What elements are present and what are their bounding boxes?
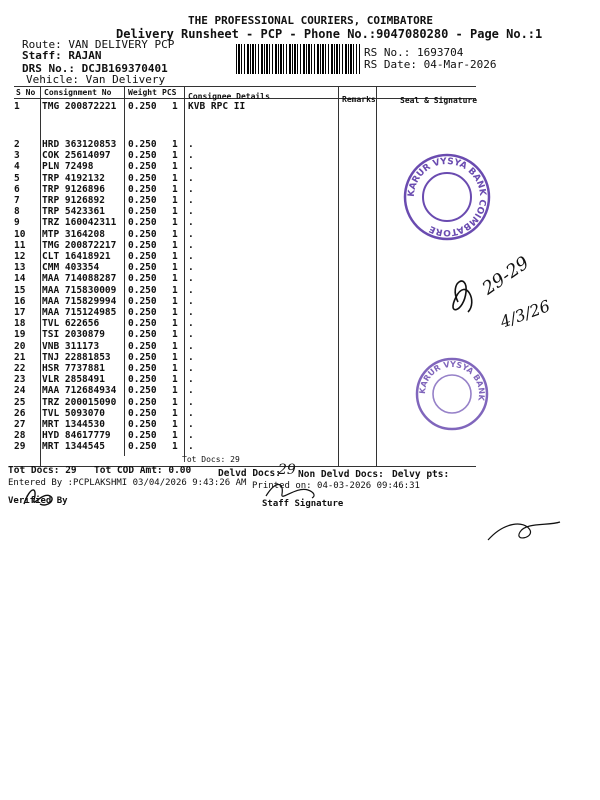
row-sno: 25 (14, 396, 26, 408)
table-row (0, 139, 600, 150)
row-sno: 4 (14, 161, 20, 173)
table-row (0, 161, 600, 172)
row-sno: 24 (14, 385, 26, 397)
drs-number: DRS No.: DCJB169370401 (22, 62, 168, 75)
row-consignment-no: HSR 7737881 (42, 363, 105, 374)
footer-verified-by: Verified By (8, 496, 68, 506)
row-consignment-no: TRZ 160042311 (42, 217, 117, 229)
row-weight: 0.250 (128, 195, 157, 206)
row-consignee-details: . (188, 150, 194, 162)
row-consignment-no: CMM 403354 (42, 262, 100, 274)
row-consignee-details: . (188, 273, 194, 285)
table-row (0, 150, 600, 161)
row-consignee-details: . (188, 419, 194, 430)
row-consignee-details: . (188, 161, 194, 173)
footer-delvd-docs-handwritten: 29 (278, 462, 296, 478)
row-weight: 0.250 (128, 284, 157, 296)
row-sno: 7 (14, 195, 20, 206)
row-consignee-details: . (188, 340, 194, 352)
row-consignee-details: . (188, 351, 194, 363)
row-pcs: 1 (172, 161, 178, 173)
row-sno: 9 (14, 217, 20, 229)
row-consignment-no: HRD 363120853 (42, 139, 117, 150)
row-consignment-no: MAA 715829994 (42, 295, 117, 307)
row-pcs: 1 (172, 228, 178, 240)
row-sno: 13 (14, 262, 26, 274)
table-row (0, 217, 600, 228)
row-sno: 1 (14, 101, 20, 112)
row-sno: 17 (14, 307, 26, 318)
row-consignee-details: . (188, 284, 194, 296)
row-consignment-no: TRP 4192132 (42, 172, 105, 184)
row-pcs: 1 (172, 195, 178, 206)
row-weight: 0.250 (128, 150, 157, 162)
row-weight: 0.250 (128, 217, 157, 229)
row-pcs: 1 (172, 284, 178, 296)
row-consignee-details: . (188, 206, 194, 218)
row-consignment-no: VLR 2858491 (42, 374, 105, 386)
footer-tot-docs: Tot Docs: 29 (8, 465, 77, 476)
runsheet-title: Delivery Runsheet - PCP - Phone No.:9047080280 - Page No.:1 (116, 27, 543, 41)
row-pcs: 1 (172, 407, 178, 419)
row-weight: 0.250 (128, 318, 157, 330)
row-pcs: 1 (172, 139, 178, 150)
stamp2-text: KARUR VYSYA BANK (417, 359, 487, 402)
table-row (0, 101, 600, 112)
row-weight: 0.250 (128, 228, 157, 240)
row-consignment-no: MAA 714088287 (42, 273, 117, 285)
footer-delvd-docs: Delvd Docs: (218, 468, 281, 479)
row-sno: 6 (14, 183, 20, 195)
row-pcs: 1 (172, 183, 178, 195)
table-row (0, 430, 600, 441)
row-weight: 0.250 (128, 385, 157, 397)
row-weight: 0.250 (128, 374, 157, 386)
row-consignment-no: COK 25614097 (42, 150, 111, 162)
row-consignment-no: VNB 311173 (42, 340, 100, 352)
row-sno: 10 (14, 228, 26, 240)
row-consignee-details: . (188, 228, 194, 240)
row-sno: 18 (14, 318, 26, 330)
row-sno: 19 (14, 329, 26, 341)
row-consignee-details: . (188, 139, 194, 150)
row-sno: 3 (14, 150, 20, 162)
row-pcs: 1 (172, 374, 178, 386)
stamp1-text: KARUR VYSYA BANK COIMBATORE (406, 156, 488, 238)
bank-stamp-2-icon (412, 355, 492, 433)
table-row (0, 374, 600, 385)
row-consignee-details: . (188, 430, 194, 442)
row-sno: 22 (14, 363, 26, 374)
row-consignee-details: . (188, 385, 194, 397)
col-header-remarks: Remarks (342, 95, 376, 104)
row-weight: 0.250 (128, 307, 157, 318)
table-bottom-border (14, 466, 476, 467)
row-weight: 0.250 (128, 329, 157, 341)
row-sno: 8 (14, 206, 20, 218)
row-sno: 28 (14, 430, 26, 442)
table-row (0, 385, 600, 396)
row-pcs: 1 (172, 441, 178, 453)
row-pcs: 1 (172, 295, 178, 307)
row-consignee-details: . (188, 307, 194, 318)
row-pcs: 1 (172, 419, 178, 430)
table-row (0, 341, 600, 352)
row-weight: 0.250 (128, 172, 157, 184)
row-pcs: 1 (172, 172, 178, 184)
row-weight: 0.250 (128, 407, 157, 419)
row-consignment-no: PLN 72498 (42, 161, 94, 173)
row-pcs: 1 (172, 318, 178, 330)
row-consignment-no: TMG 200872221 (42, 101, 117, 112)
row-consignment-no: TNJ 22881853 (42, 351, 111, 363)
row-weight: 0.250 (128, 363, 157, 374)
row-consignment-no: TRP 5423361 (42, 206, 105, 218)
footer-delvy-pts: Delvy pts: (392, 469, 450, 480)
table-row (0, 441, 600, 452)
col-header-weight: Weight (128, 88, 157, 97)
row-pcs: 1 (172, 239, 178, 251)
row-weight: 0.250 (128, 251, 157, 262)
row-weight: 0.250 (128, 295, 157, 307)
row-sno: 29 (14, 441, 26, 453)
row-weight: 0.250 (128, 340, 157, 352)
row-weight: 0.250 (128, 139, 157, 150)
row-consignee-details: . (188, 396, 194, 408)
row-consignment-no: HYD 84617779 (42, 430, 111, 442)
row-pcs: 1 (172, 273, 178, 285)
table-row (0, 352, 600, 363)
bank-stamp-icon (400, 150, 495, 245)
row-pcs: 1 (172, 150, 178, 162)
row-pcs: 1 (172, 251, 178, 262)
table-row (0, 184, 600, 195)
row-consignee-details: . (188, 407, 194, 419)
route: Route: VAN DELIVERY PCP (22, 38, 175, 51)
company-name: THE PROFESSIONAL COURIERS, COIMBATORE (188, 14, 434, 27)
row-weight: 0.250 (128, 206, 157, 218)
row-pcs: 1 (172, 430, 178, 442)
row-consignee-details: . (188, 374, 194, 386)
row-sno: 16 (14, 295, 26, 307)
col-header-details: Consignee Details (188, 92, 270, 101)
row-sno: 11 (14, 239, 26, 251)
row-sno: 15 (14, 284, 26, 296)
row-weight: 0.250 (128, 396, 157, 408)
row-pcs: 1 (172, 396, 178, 408)
table-total-docs: Tot Docs: 29 (182, 455, 240, 464)
row-sno: 27 (14, 419, 26, 430)
row-weight: 0.250 (128, 430, 157, 442)
row-weight: 0.250 (128, 239, 157, 251)
col-header-consignment: Consignment No (44, 88, 112, 97)
row-sno: 21 (14, 351, 26, 363)
row-consignment-no: TRZ 200015090 (42, 396, 117, 408)
row-consignment-no: TSI 2030879 (42, 329, 105, 341)
row-weight: 0.250 (128, 262, 157, 274)
row-consignment-no: TRP 9126892 (42, 195, 105, 206)
footer-non-delvd: Non Delvd Docs: (298, 469, 384, 480)
rs-number: RS No.: 1693704 (364, 46, 464, 59)
row-sno: 14 (14, 273, 26, 285)
row-pcs: 1 (172, 329, 178, 341)
table-top-border (14, 86, 476, 87)
row-consignee-details: . (188, 441, 194, 453)
row-consignee-details: . (188, 251, 194, 262)
row-pcs: 1 (172, 340, 178, 352)
row-pcs: 1 (172, 363, 178, 374)
signature-handwriting: 29-29 (478, 252, 534, 300)
col-header-seal: Seal & Signature (400, 96, 478, 105)
row-pcs: 1 (172, 351, 178, 363)
row-consignee-details: . (188, 172, 194, 184)
row-consignee-details: . (188, 217, 194, 229)
row-pcs: 1 (172, 307, 178, 318)
row-consignment-no: MRT 1344545 (42, 441, 105, 453)
table-row (0, 173, 600, 184)
col-header-pcs: PCS (162, 88, 177, 97)
row-sno: 12 (14, 251, 26, 262)
row-sno: 26 (14, 407, 26, 419)
row-weight: 0.250 (128, 273, 157, 285)
table-row (0, 419, 600, 430)
row-consignee-details: KVB RPC II (188, 101, 246, 112)
row-weight: 0.250 (128, 441, 157, 453)
row-weight: 0.250 (128, 101, 157, 112)
row-weight: 0.250 (128, 183, 157, 195)
row-weight: 0.250 (128, 419, 157, 430)
row-sno: 20 (14, 340, 26, 352)
row-sno: 5 (14, 172, 20, 184)
table-row (0, 397, 600, 408)
row-consignee-details: . (188, 239, 194, 251)
row-consignment-no: TRP 9126896 (42, 183, 105, 195)
row-consignee-details: . (188, 295, 194, 307)
row-consignment-no: MAA 715830009 (42, 284, 117, 296)
row-pcs: 1 (172, 101, 178, 112)
margin-scribble-icon (484, 516, 564, 546)
table-row (0, 206, 600, 217)
row-consignment-no: TMG 200872217 (42, 239, 117, 251)
row-consignment-no: MAA 715124985 (42, 307, 117, 318)
barcode (236, 44, 360, 74)
vehicle: Vehicle: Van Delivery (26, 73, 166, 86)
footer-printed-on: Printed on: 04-03-2026 09:46:31 (252, 481, 420, 491)
row-consignment-no: TVL 622656 (42, 318, 100, 330)
row-consignment-no: TVL 5093070 (42, 407, 105, 419)
row-pcs: 1 (172, 385, 178, 397)
row-consignment-no: MAA 712684934 (42, 385, 117, 397)
staff: Staff: RAJAN (22, 49, 102, 62)
footer-entered-by: Entered By :PCPLAKSHMI 03/04/2026 9:43:26 AM (8, 478, 247, 488)
row-consignment-no: CLT 16418921 (42, 251, 111, 262)
table-row (0, 408, 600, 419)
table-row (0, 363, 600, 374)
row-pcs: 1 (172, 217, 178, 229)
row-weight: 0.250 (128, 161, 157, 173)
table-row (0, 195, 600, 206)
row-consignee-details: . (188, 363, 194, 374)
row-consignment-no: MTP 3164208 (42, 228, 105, 240)
row-consignee-details: . (188, 195, 194, 206)
footer-tot-cod: Tot COD Amt: 0.00 (94, 465, 192, 476)
handwritten-signature-icon (438, 232, 558, 342)
row-sno: 2 (14, 139, 20, 150)
row-consignee-details: . (188, 318, 194, 330)
verifier-signature-icon (20, 482, 60, 512)
row-pcs: 1 (172, 262, 178, 274)
row-pcs: 1 (172, 206, 178, 218)
col-header-sno: S No (16, 88, 36, 97)
staff-signature-icon (262, 478, 322, 502)
rs-date: RS Date: 04-Mar-2026 (364, 58, 497, 71)
row-weight: 0.250 (128, 351, 157, 363)
row-consignment-no: MRT 1344530 (42, 419, 105, 430)
footer-staff-signature: Staff Signature (262, 499, 344, 509)
row-consignee-details: . (188, 183, 194, 195)
signature-date: 4/3/26 (497, 296, 553, 332)
row-consignee-details: . (188, 262, 194, 274)
row-consignee-details: . (188, 329, 194, 341)
row-sno: 23 (14, 374, 26, 386)
